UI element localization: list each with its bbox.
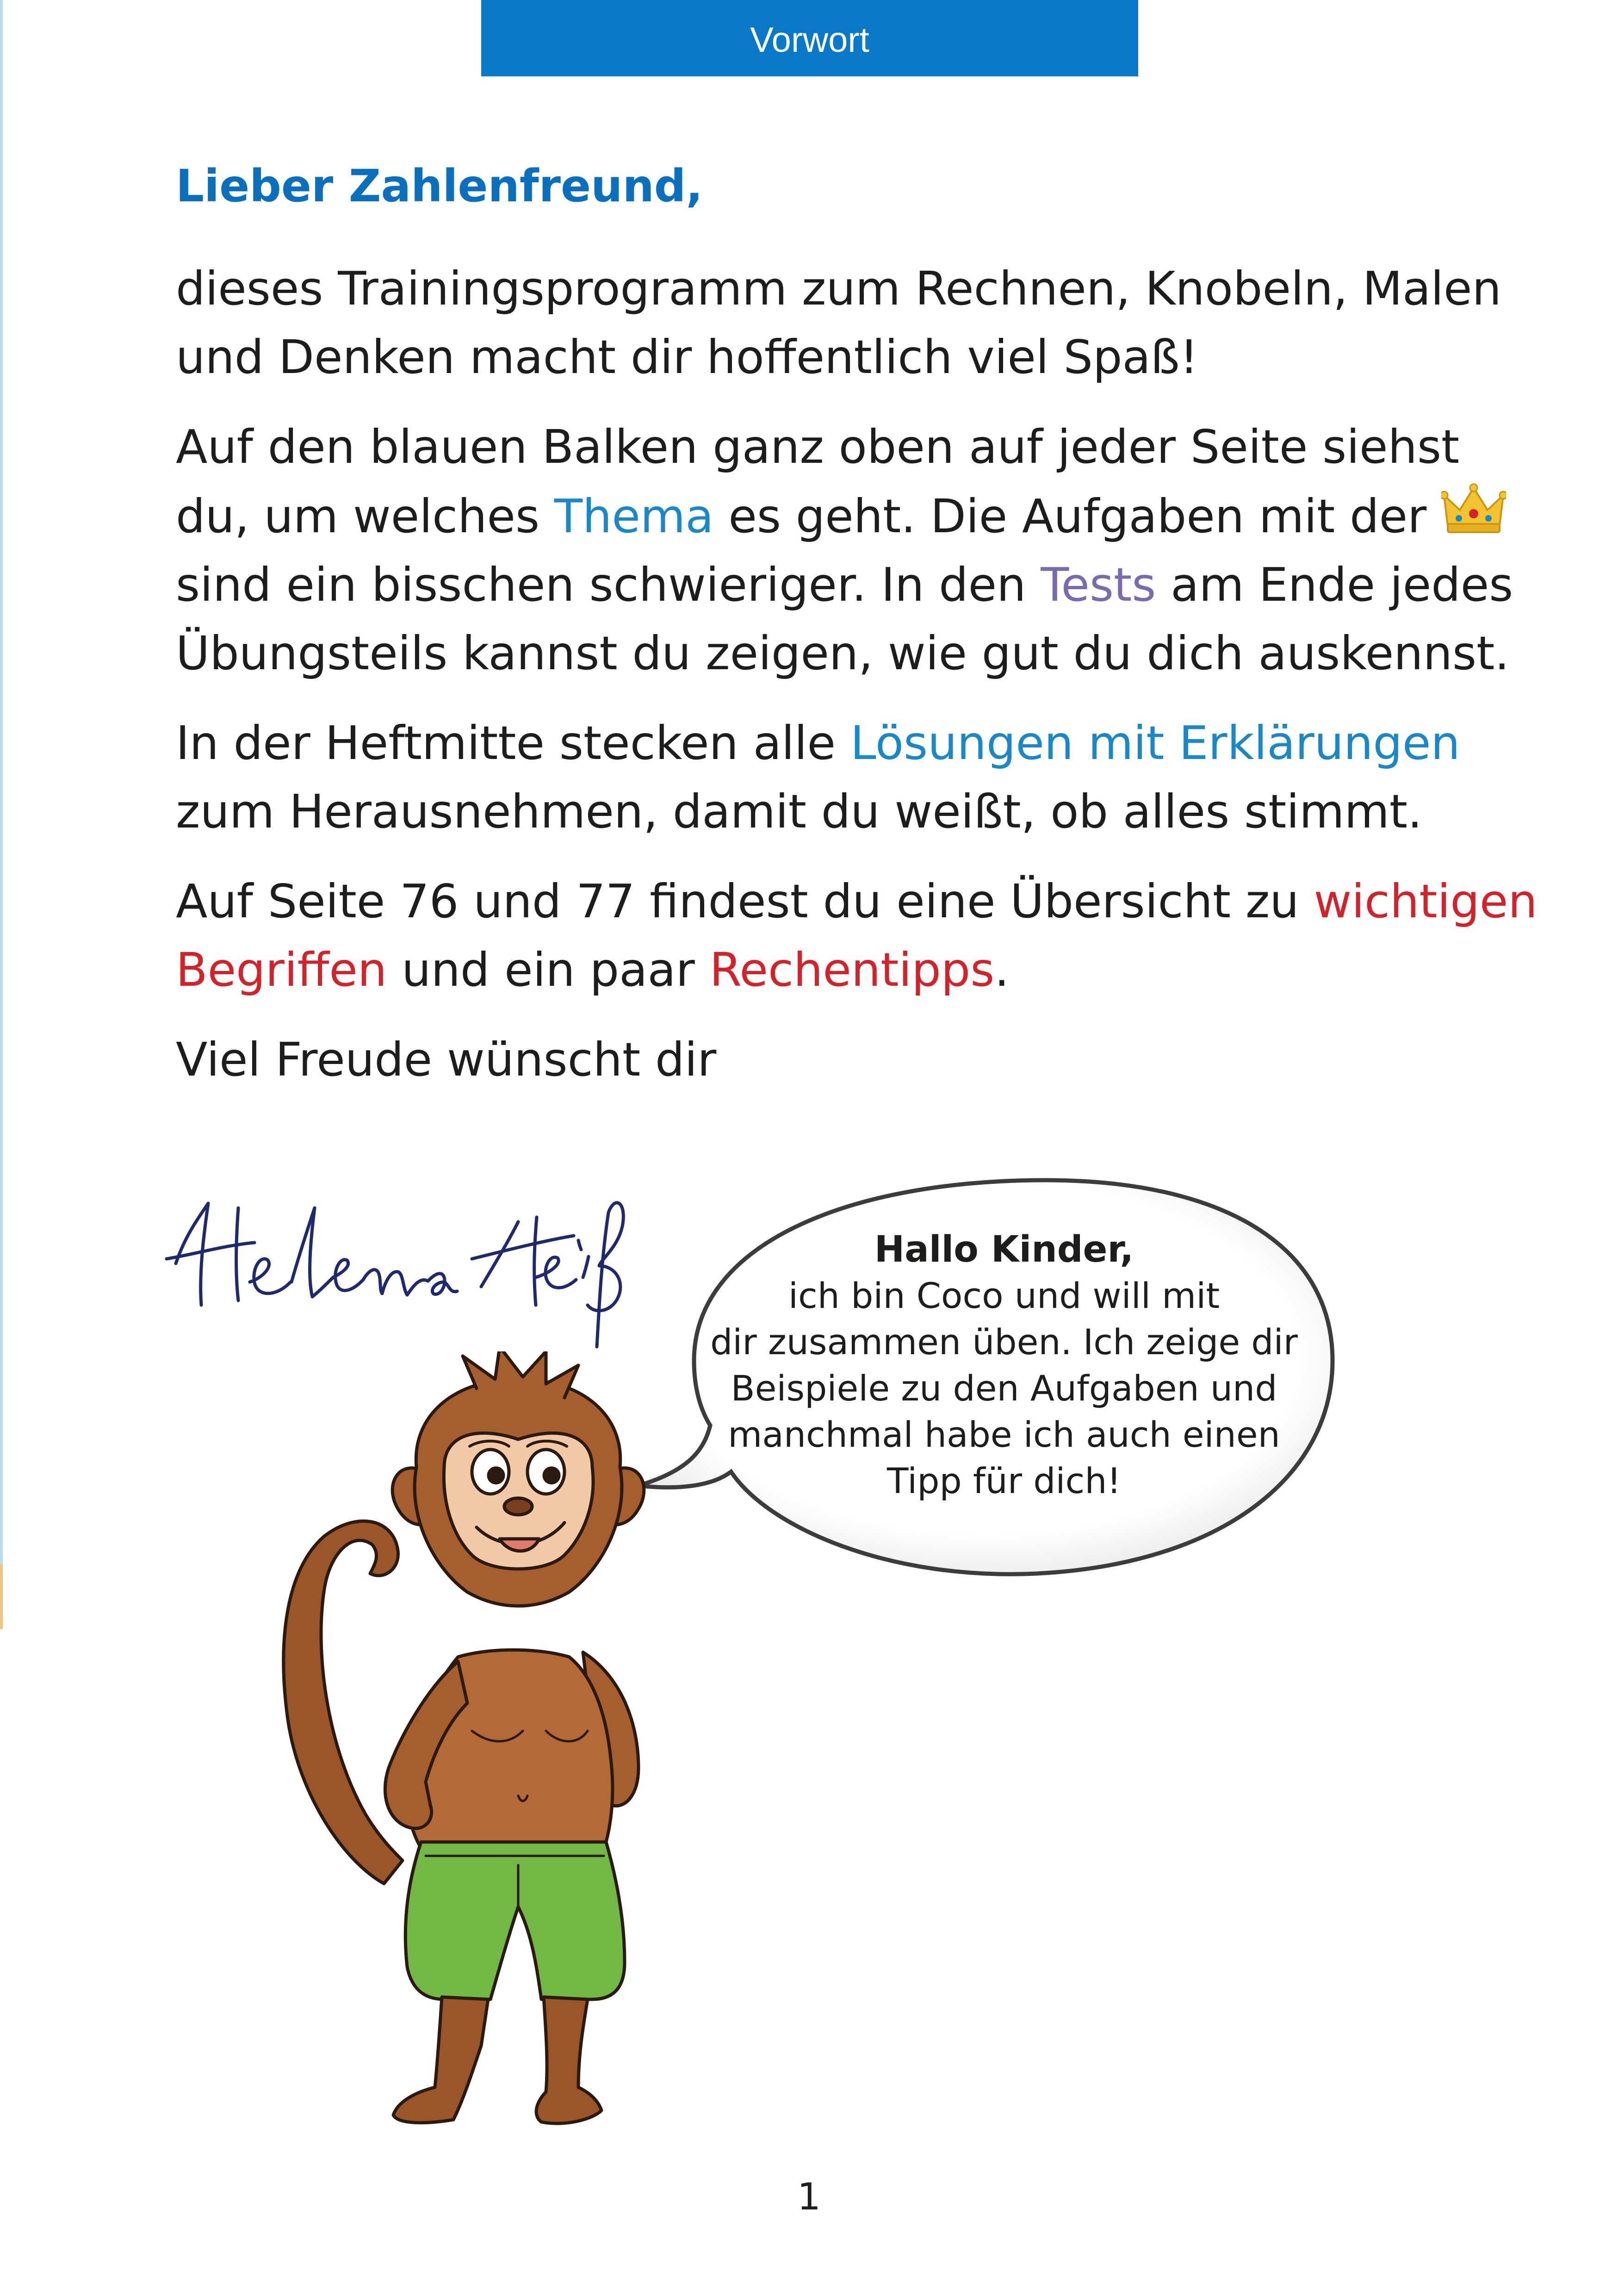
- closing-line: Viel Freude wünscht dir: [176, 1033, 717, 1087]
- solutions-text-b: zum Herausnehmen, damit du weißt, ob alles stimmt.: [176, 784, 1422, 839]
- page-edge-marker: [0, 1564, 3, 1629]
- greeting-heading: Lieber Zahlenfreund,: [176, 160, 703, 212]
- author-signature: [157, 1166, 629, 1361]
- topic-header-bar: [481, 0, 1138, 76]
- crown-icon: [1441, 481, 1506, 537]
- tests-highlight: Tests: [1041, 558, 1156, 612]
- overview-paragraph: [176, 867, 1545, 1004]
- overview-text-b: und ein paar: [387, 943, 710, 997]
- overview-text-c: .: [994, 943, 1010, 997]
- thema-highlight: Thema: [554, 489, 714, 544]
- monkey-coco-illustration: [259, 1351, 768, 2138]
- speech-bubble-title: Hallo Kinder,: [874, 1229, 1134, 1270]
- speech-bubble-text: [703, 1226, 1305, 1504]
- topic-text-c: sind ein bisschen schwieriger. In den: [176, 558, 1041, 612]
- page-edge-line: [0, 0, 3, 1629]
- foreword-content: [176, 160, 1545, 1094]
- speech-bubble-line: ich bin Coco und will mit: [788, 1275, 1220, 1316]
- tips-highlight: Rechentipps: [709, 943, 995, 997]
- intro-paragraph: [176, 255, 1545, 392]
- terms-highlight: wichtigen Begriffen: [176, 874, 1537, 997]
- intro-text: dieses Trainingsprogramm zum Rechnen, Knobeln, Malen und Denken macht dir hoffentlich viel Spaß!: [176, 261, 1501, 385]
- solutions-paragraph: [176, 709, 1545, 846]
- speech-bubble-line: Tipp für dich!: [887, 1460, 1121, 1501]
- page-number: 1: [797, 2175, 821, 2218]
- solutions-text-a: In der Heftmitte stecken alle: [176, 716, 850, 771]
- solutions-highlight: Lösungen mit Erklärungen: [850, 716, 1460, 771]
- topic-text-b: es geht. Die Aufgaben mit der: [713, 489, 1442, 544]
- speech-bubble-line: manchmal habe ich auch einen: [728, 1414, 1280, 1455]
- topic-paragraph: [176, 413, 1545, 688]
- speech-bubble-line: Beispiele zu den Aufgaben und: [731, 1368, 1277, 1409]
- topic-text-a: Auf den blauen Balken ganz oben auf jeder Seite siehst du, um welches: [176, 420, 1460, 544]
- speech-bubble-line: dir zusammen üben. Ich zeige dir: [710, 1321, 1298, 1363]
- overview-text-a: Auf Seite 76 und 77 findest du eine Übersicht zu: [176, 874, 1314, 929]
- topic-text-d: am Ende jedes Übungsteils kannst du zeigen, wie gut du dich auskennst.: [176, 558, 1513, 681]
- topic-header-title: Vorwort: [750, 20, 869, 60]
